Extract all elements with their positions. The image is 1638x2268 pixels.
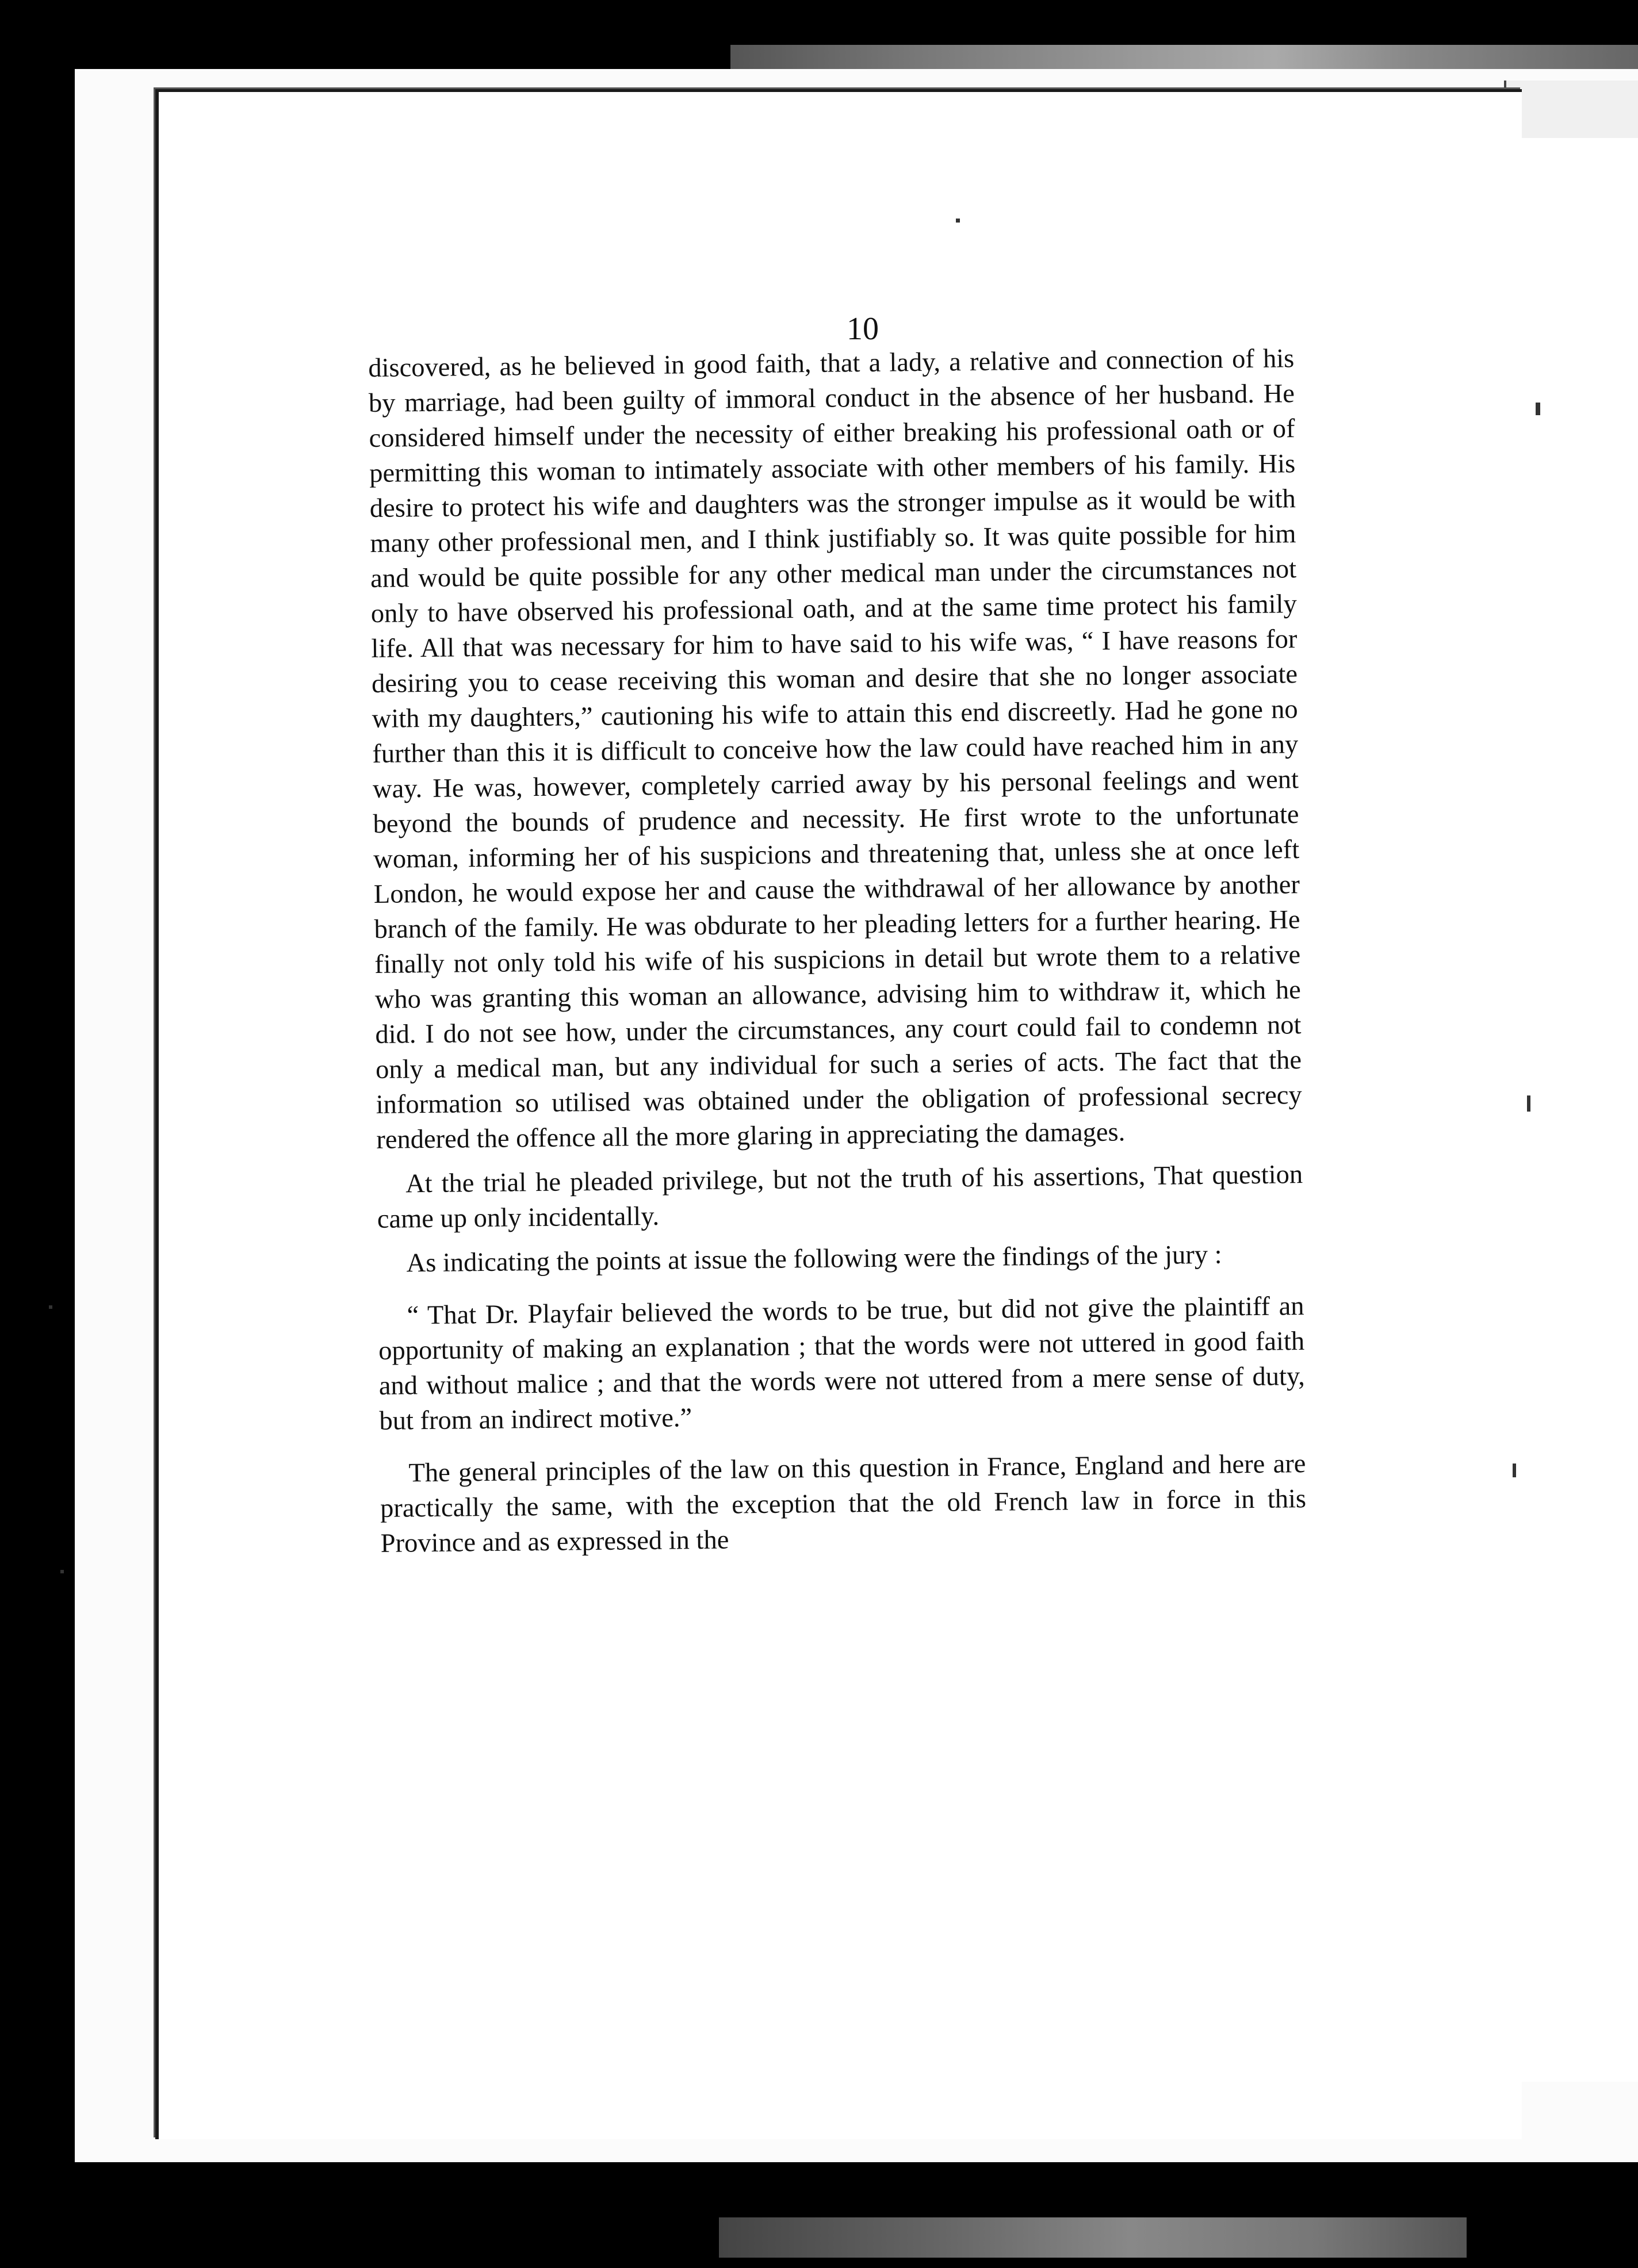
paragraph-trial: At the trial he pleaded privilege, but not the truth of his assertions, That question came up only incidentally. bbox=[377, 1160, 1303, 1234]
facing-page-edge bbox=[1518, 138, 1638, 2082]
scan-speck bbox=[60, 1570, 64, 1573]
scan-speck bbox=[49, 1305, 52, 1309]
paragraph-continuation: discovered, as he believed in good faith, that a lady, a relative and connection of his by marriage, had been guilty of immoral conduct in the absence of her husband. He considered himself under the necessity of either breaking his professional oath or of permitting this woman to intimately associate with other members of his family. His desire to protect his wife and daughters was the stronger impulse as it would be with many other professional men, and I think justifiably so. It was quite possible for him and would be quite possible for any other medical man under the circumstances not only to have observed his professional oath, and at the same time protect his family life. All that was necessary for him to have said to his wife was, “ I have reasons for desiring you to cease receiving this woman and desire that she no longer associate with my daughters,” cautioning his wife to attain this end discreetly. Had he gone no further than this it is difficult to conceive how the law could have reached him in any way. He was, however, completely carried away by his personal feelings and went beyond the bounds of prudence and necessity. He first wrote to the unfortunate woman, informing her of his suspicions and threatening that, unless she at once left London, he would expose her and cause the withdrawal of her allowance by another branch of the family. He was obdurate to her pleading letters for a further hearing. He finally not only told his wife of his suspicions in detail but wrote them to a relative who was granting this woman an allowance, advising him to withdraw it, which he did. I do not see how, under the circumstances, any court could fail to condemn not only a medical man, but any individual for such a series of acts. The fact that the information so utilised was obtained under the obligation of professional secrecy rendered the offence all the more glaring in appreciating the damages. bbox=[368, 344, 1302, 1155]
scan-edge-bottom bbox=[719, 2217, 1467, 2258]
jury-findings-quote: “ That Dr. Playfair believed the words to be true, but did not give the plaintiff an opportunity of making an explanation ; that the words were not uttered in good faith and without malice ; and that the words were not uttered from a mere sense of duty, but from an indirect motive.” bbox=[378, 1292, 1306, 1436]
page-number: 10 bbox=[847, 311, 879, 347]
paragraph-findings-intro: As indicating the points at issue the following were the findings of the jury : bbox=[406, 1240, 1222, 1278]
scan-speck bbox=[956, 219, 960, 223]
scan-speck bbox=[1536, 403, 1540, 415]
scan-speck bbox=[1527, 1095, 1530, 1112]
facing-page-edge-top bbox=[1504, 81, 1638, 144]
paragraph-principles: The general principles of the law on this question in France, England and here are practically the same, with the exception that the old French law in force in this Province and as expressed in the bbox=[380, 1449, 1307, 1558]
page-body bbox=[368, 341, 1307, 1561]
scan-speck bbox=[1513, 1464, 1516, 1477]
